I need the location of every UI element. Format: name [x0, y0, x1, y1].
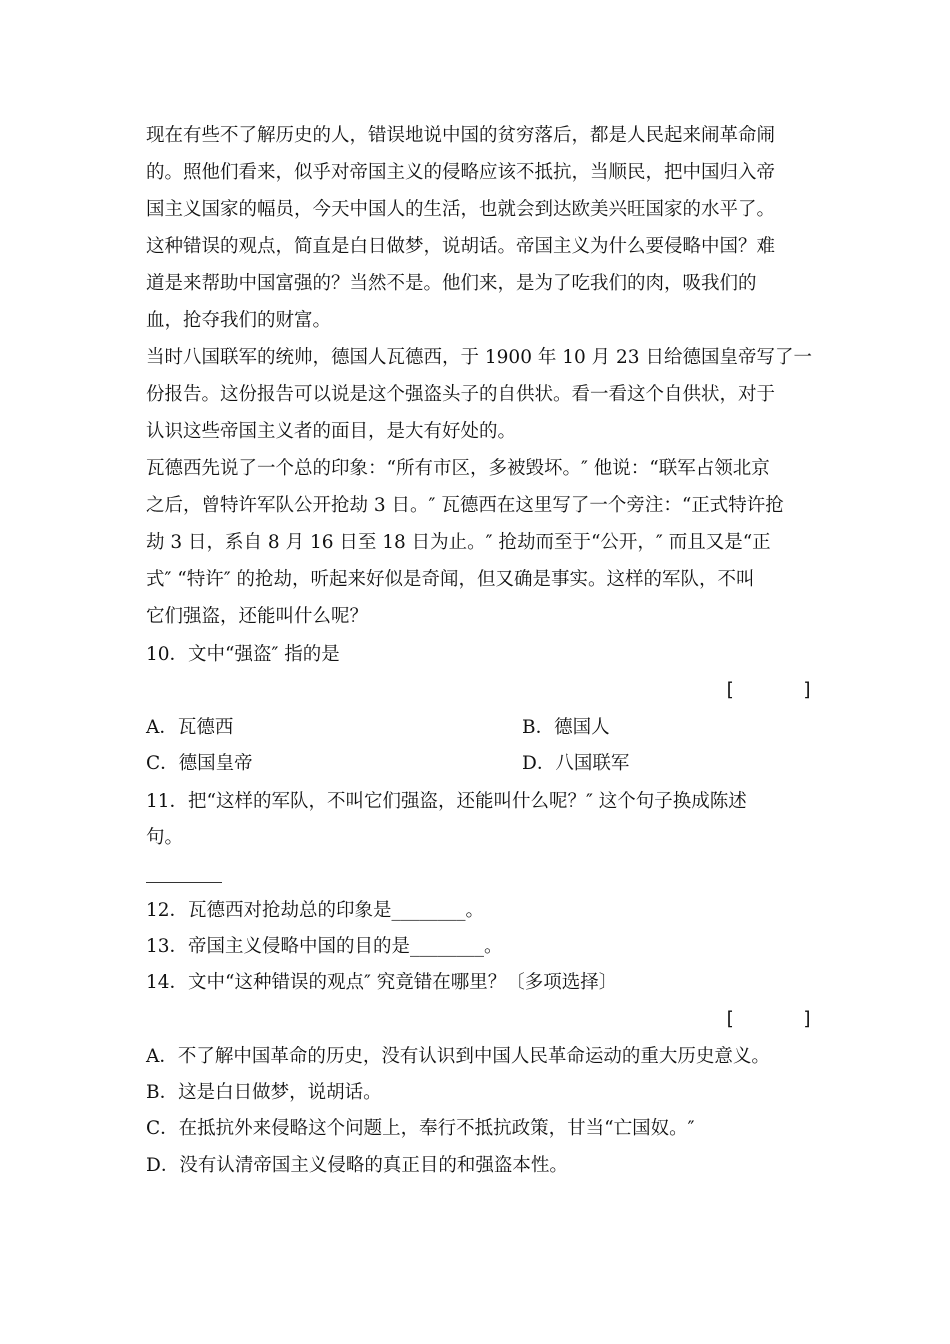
question-10-stem: 10．文中“强盗″ 指的是: [146, 644, 340, 665]
passage-line: 式″ “特许″ 的抢劫，听起来好似是奇闻，但又确是事实。这样的军队，不叫: [146, 569, 755, 590]
passage-line: 现在有些不了解历史的人，错误地说中国的贫穷落后，都是人民起来闹革命闹: [146, 125, 776, 146]
question-13-stem: 13．帝国主义侵略中国的目的是________。: [146, 936, 503, 957]
passage-line: 血，抢夺我们的财富。: [146, 310, 332, 331]
option-b[interactable]: B．这是白日做梦，说胡话。: [146, 1082, 382, 1103]
option-c[interactable]: C．德国皇帝: [146, 753, 253, 774]
question-14-stem: 14．文中“这种错误的观点″ 究竟错在哪里？〔多项选择〕: [146, 972, 618, 993]
passage-line: 这种错误的观点，简直是白日做梦，说胡话。帝国主义为什么要侵略中国？难: [146, 236, 776, 257]
option-c[interactable]: C．在抵抗外来侵略这个问题上，奉行不抵抗政策，甘当“亡国奴。″: [146, 1118, 695, 1139]
option-b[interactable]: B．德国人: [522, 717, 610, 738]
passage-line: 瓦德西先说了一个总的印象：“所有市区，多被毁坏。″ 他说：“联军占领北京: [146, 458, 770, 479]
question-11-stem: 11．把“这样的军队，不叫它们强盗，还能叫什么呢？″ 这个句子换成陈述: [146, 791, 747, 812]
passage-line: 它们强盗，还能叫什么呢？: [146, 606, 369, 627]
option-d[interactable]: D．八国联军: [522, 753, 630, 774]
passage-line: 劫 3 日，系自 8 月 16 日至 18 日为止。″ 抢劫而至于“公开，″ 而且又是“正: [146, 532, 771, 553]
passage-line: 道是来帮助中国富强的？当然不是。他们来，是为了吃我们的肉，吸我们的: [146, 273, 757, 294]
passage-line: 国主义国家的幅员，今天中国人的生活，也就会到达欧美兴旺国家的水平了。: [146, 199, 776, 220]
answer-blank-line[interactable]: [146, 882, 222, 883]
option-d[interactable]: D．没有认清帝国主义侵略的真正目的和强盗本性。: [146, 1155, 568, 1176]
question-12-stem: 12．瓦德西对抢劫总的印象是________。: [146, 900, 485, 921]
passage-line: 认识这些帝国主义者的面目，是大有好处的。: [146, 421, 517, 442]
passage-line: 份报告。这份报告可以说是这个强盗头子的自供状。看一看这个自供状，对于: [146, 384, 776, 405]
answer-bracket-q10[interactable]: [ ]: [724, 680, 814, 701]
question-11-stem-cont: 句。: [146, 827, 184, 848]
passage-line: 当时八国联军的统帅，德国人瓦德西，于 1900 年 10 月 23 日给德国皇帝写了一: [146, 347, 812, 368]
passage-line: 的。照他们看来，似乎对帝国主义的侵略应该不抵抗，当顺民，把中国归入帝: [146, 162, 776, 183]
option-a[interactable]: A．瓦德西: [146, 717, 234, 738]
option-a[interactable]: A．不了解中国革命的历史，没有认识到中国人民革命运动的重大历史意义。: [146, 1046, 770, 1067]
answer-bracket-q14[interactable]: [ ]: [724, 1009, 814, 1030]
passage-line: 之后，曾特许军队公开抢劫 3 日。″ 瓦德西在这里写了一个旁注：“正式特许抢: [146, 495, 784, 516]
